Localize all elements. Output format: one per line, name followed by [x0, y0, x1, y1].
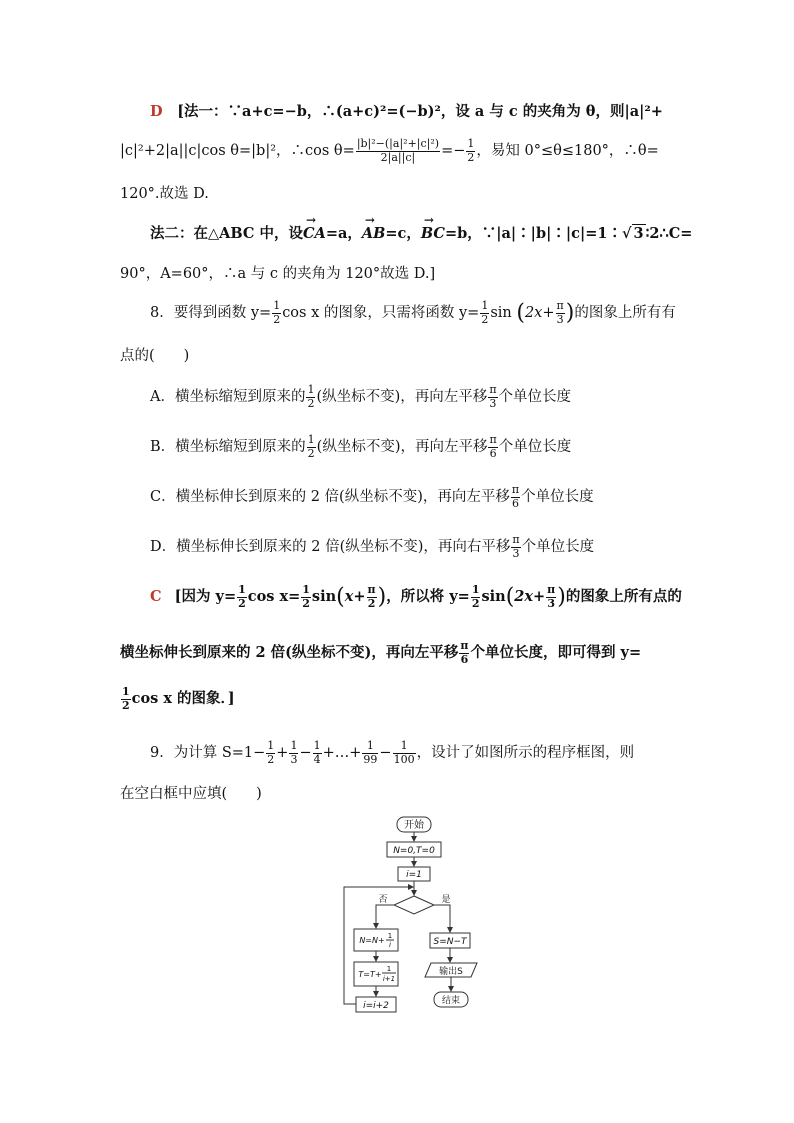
q8-solution-line-2: 横坐标伸长到原来的 2 倍(纵坐标不变)，再向左平移 $\frac{\pi}{6}$ 个单位长度，即可得到 y= — [120, 639, 642, 666]
q8-stem-line-1: 8．要得到函数 y= $\frac{1}{2}$ cos x 的图象，只需将函数 y= $\frac{1}{2}$ sin (2x+ $\frac{\pi}{3}$ )的图象上所有有 — [150, 299, 676, 326]
flow-start-label: 开始 — [404, 820, 424, 831]
svg-text:1: 1 — [387, 932, 393, 940]
flow-s-calc-node — [430, 933, 470, 948]
flow-init-label: N=0,T=0 — [393, 846, 435, 856]
flow-init-node — [387, 842, 441, 857]
q8-option-c: C．横坐标伸长到原来的 2 倍(纵坐标不变)，再向左平移 $\frac{\pi}{6}$ 个单位长度 — [150, 483, 594, 510]
flow-yes-label: 是 — [441, 895, 451, 905]
q7-solution-line-5: 90°，A=60°，∴a 与 c 的夹角为 120°故选 D.] — [120, 266, 436, 282]
flow-i1-node — [398, 867, 430, 881]
flow-output-node — [425, 963, 477, 977]
flow-i-update-node — [356, 997, 396, 1012]
flow-start-node — [397, 817, 431, 832]
q8-option-d: D．横坐标伸长到原来的 2 倍(纵坐标不变)，再向右平移 $\frac{\pi}{3}$ 个单位长度 — [150, 533, 595, 560]
q8-option-b: B．横坐标缩短到原来的 $\frac{1}{2}$ (纵坐标不变)，再向左平移 $\frac{\pi}{6}$ 个单位长度 — [150, 433, 572, 460]
q9-stem-line-2: 在空白框中应填( ) — [120, 786, 262, 802]
flow-decision-blank — [394, 896, 434, 914]
svg-text:1: 1 — [386, 965, 392, 973]
q7-answer: D — [150, 103, 163, 120]
q7-solution-line-4: 法二：在△ABC 中，设→ CA=a，→ AB=c，→ BC=b，∵|a|∶|b|∶|c|=1∶√ 3 ∶2∴C= — [150, 222, 692, 243]
q8-answer: C — [150, 588, 162, 606]
svg-text:i+1: i+1 — [382, 975, 396, 983]
flow-i-update-label: i=i+2 — [363, 1001, 389, 1011]
flow-t-update-node — [354, 962, 398, 986]
flow-t-update-label: T=T+ — [358, 970, 382, 979]
flow-n-update-node — [354, 929, 398, 951]
q8-stem-line-2: 点的( ) — [120, 348, 190, 364]
q7-solution-line-3: 120°.故选 D. — [120, 186, 209, 202]
vector-ca: → CA — [303, 225, 326, 242]
vector-bc: → BC — [421, 225, 445, 242]
flow-no-label: 否 — [378, 895, 388, 905]
flow-i1-label: i=1 — [406, 870, 422, 880]
q7-solution-line-2: |c|²+2|a||c|cos θ=|b|²，∴cos θ= $\frac{\text{|b|²−(|a|²+|c|²)}}{2|a||c|}$ =− $\frac{1}{2}$ ，易知 0°≤θ≤180°，∴θ= — [120, 137, 659, 164]
q8-option-a: A．横坐标缩短到原来的 $\frac{1}{2}$ (纵坐标不变)，再向左平移 $\frac{\pi}{3}$ 个单位长度 — [150, 383, 572, 410]
flow-end-label: 结束 — [441, 996, 461, 1006]
q8-solution-line-1: C [因为 y= $\frac{1}{2}$ cos x= $\frac{1}{2}$ sin(x+ $\frac{\pi}{2}$ )，所以将 y= $\frac{1}{2}$ sin(2x+ $\frac{\pi}{3}$ )的图象上所有点的 — [150, 583, 682, 610]
svg-text:i: i — [389, 941, 391, 949]
flow-n-update-label: N=N+ — [359, 936, 385, 945]
vector-ab: → AB — [362, 225, 386, 242]
sqrt-3: 3 — [633, 225, 644, 242]
flow-s-calc-label: S=N−T — [433, 937, 467, 947]
q8-solution-line-3: $\frac{1}{2}$ cos x 的图象．] — [122, 685, 235, 712]
flow-end-node — [434, 992, 468, 1007]
flow-loop-back — [344, 887, 413, 1004]
q9-stem-line-1: 9．为计算 S=1− $\frac{1}{2}$ + $\frac{1}{3}$ − $\frac{1}{4}$ +…+ $\frac{1}{99}$ − $\frac{1}{100}$ ，设计了如图所示的程序框图，则 — [150, 739, 635, 766]
cos-theta-fraction: $\frac{\text{|b|²−(|a|²+|c|²)}}{2|a||c|}$ — [356, 137, 440, 164]
flow-output-label: 输出S — [439, 967, 463, 977]
q7-solution-line-1: D [法一：∵a+c=−b，∴(a+c)²=(−b)²，设 a 与 c 的夹角为 θ，则|a|²+ — [150, 103, 663, 120]
